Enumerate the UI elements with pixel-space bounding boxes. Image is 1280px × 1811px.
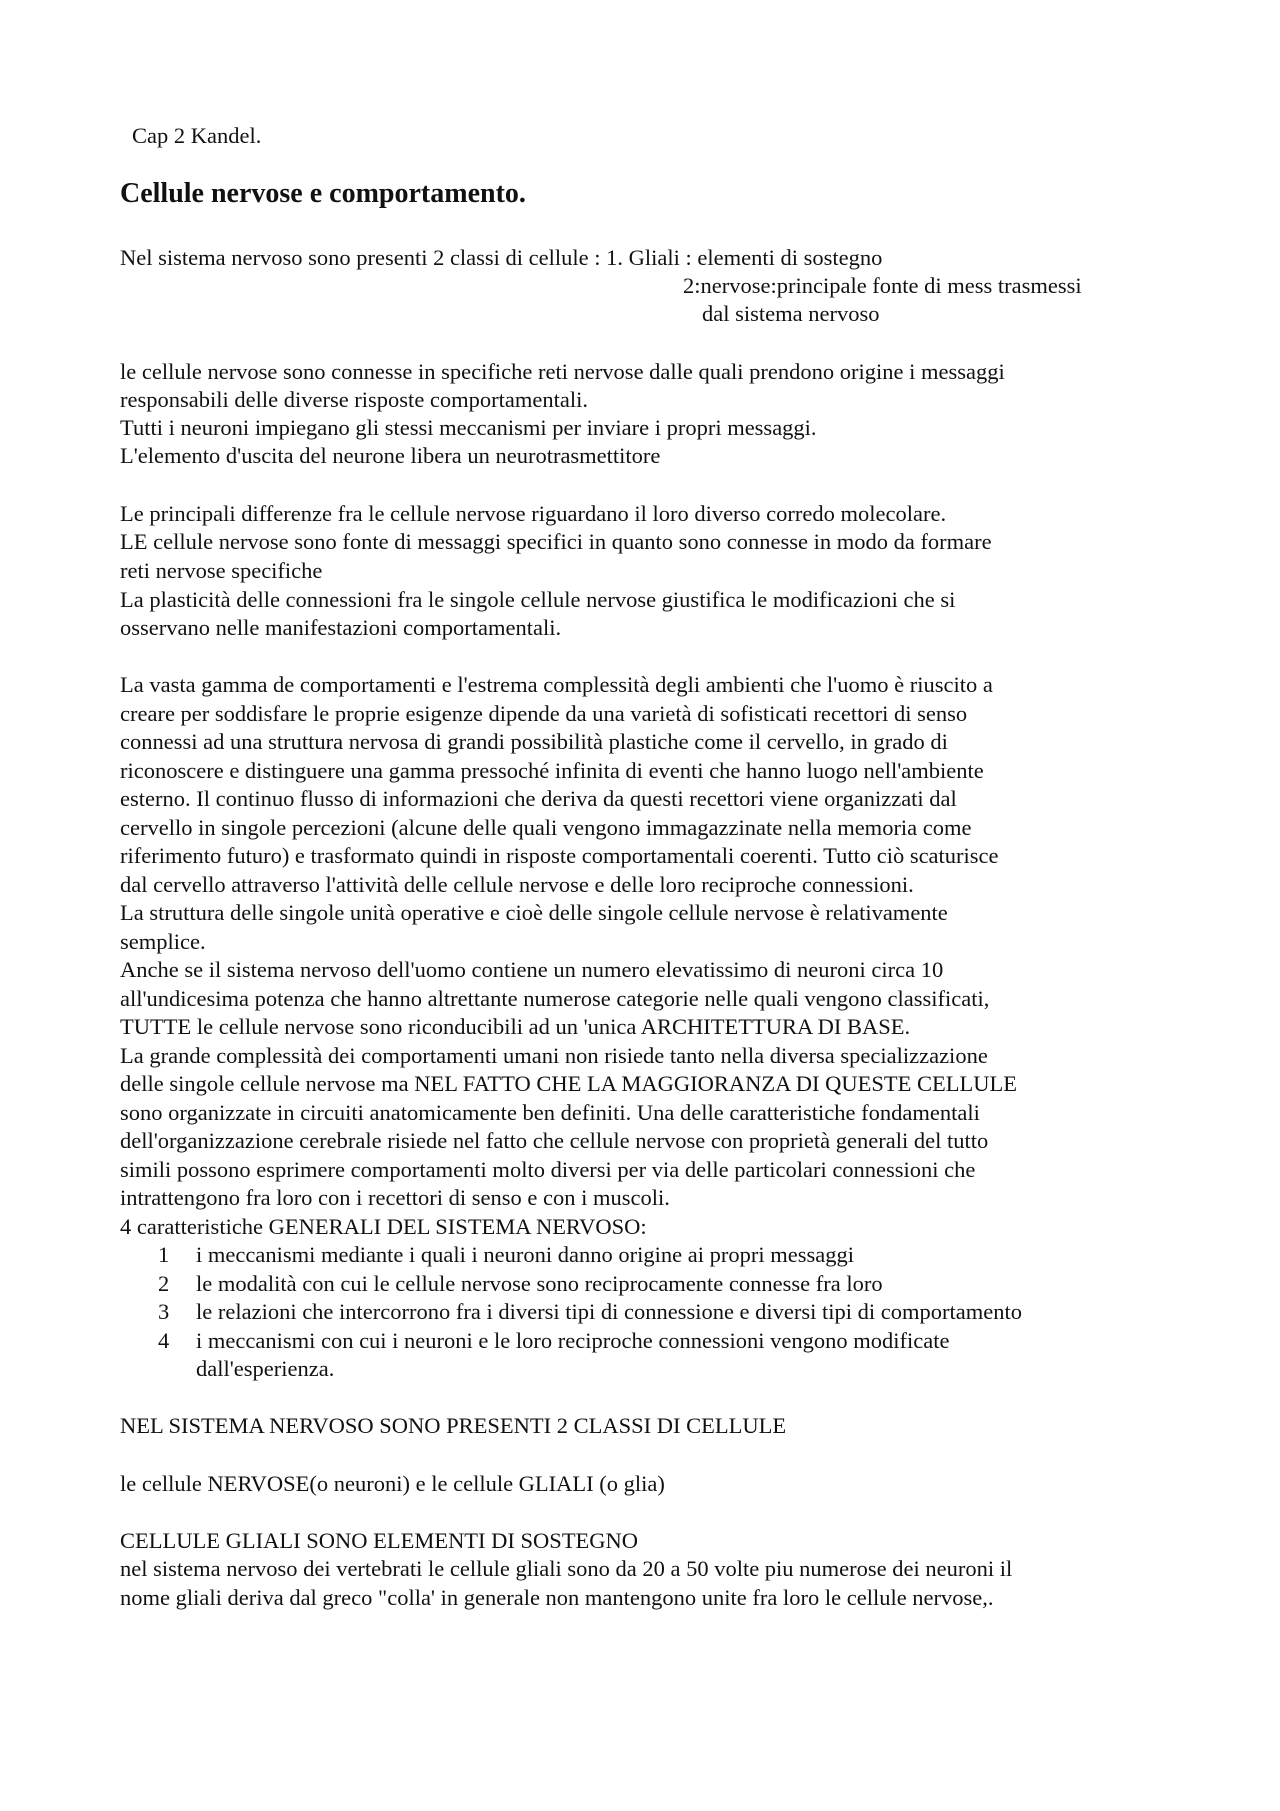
paragraph-line: osservano nelle manifestazioni comportamentali.: [120, 615, 562, 640]
list-item-text: i meccanismi mediante i quali i neuroni danno origine ai propri messaggi: [196, 1242, 854, 1267]
paragraph-line: dell'organizzazione cerebrale risiede nel fatto che cellule nervose con proprietà generali del tutto: [120, 1128, 989, 1153]
paragraph-line: delle singole cellule nervose ma NEL FATTO CHE LA MAGGIORANZA DI QUESTE CELLULE: [120, 1071, 1017, 1096]
list-item-continuation: dall'esperienza.: [196, 1356, 335, 1381]
paragraph-line: all'undicesima potenza che hanno altrettante numerose categorie nelle quali vengono classificati,: [120, 986, 990, 1011]
paragraph-line: LE cellule nervose sono fonte di messaggi specifici in quanto sono connesse in modo da formare: [120, 529, 992, 554]
paragraph-line: 4 caratteristiche GENERALI DEL SISTEMA NERVOSO:: [120, 1214, 647, 1239]
paragraph-line: nel sistema nervoso dei vertebrati le cellule gliali sono da 20 a 50 volte piu numerose dei neuroni il: [120, 1556, 1013, 1581]
list-number: 3: [158, 1299, 170, 1324]
list-number: 4: [158, 1328, 170, 1353]
paragraph-line: responsabili delle diverse risposte comportamentali.: [120, 387, 588, 412]
paragraph-line: L'elemento d'uscita del neurone libera un neurotrasmettitore: [120, 443, 661, 468]
intro-line: 2:nervose:principale fonte di mess trasmessi: [683, 273, 1082, 298]
paragraph-line: La grande complessità dei comportamenti umani non risiede tanto nella diversa specializzazione: [120, 1043, 988, 1068]
header-text: Cap 2 Kandel.: [132, 123, 262, 148]
paragraph-line: esterno. Il continuo flusso di informazioni che deriva da questi recettori viene organizzati dal: [120, 786, 957, 811]
list-item-text: le modalità con cui le cellule nervose sono reciprocamente connesse fra loro: [196, 1271, 883, 1296]
paragraph-line: connessi ad una struttura nervosa di grandi possibilità plastiche come il cervello, in grado di: [120, 729, 948, 754]
paragraph-line: riferimento futuro) e trasformato quindi in risposte comportamentali coerenti. Tutto ciò scaturisce: [120, 843, 999, 868]
paragraph-line: riconoscere e distinguere una gamma pressoché infinita di eventi che hanno luogo nell'ambiente: [120, 758, 984, 783]
paragraph-line: le cellule NERVOSE(o neuroni) e le cellule GLIALI (o glia): [120, 1471, 665, 1496]
paragraph-line: nome gliali deriva dal greco "colla' in generale non mantengono unite fra loro le cellule nervose,.: [120, 1585, 994, 1610]
paragraph-line: cervello in singole percezioni (alcune delle quali vengono immagazzinate nella memoria come: [120, 815, 972, 840]
paragraph-line: La plasticità delle connessioni fra le singole cellule nervose giustifica le modificazioni che si: [120, 587, 956, 612]
paragraph-line: La vasta gamma de comportamenti e l'estrema complessità degli ambienti che l'uomo è riuscito a: [120, 672, 993, 697]
paragraph-line: semplice.: [120, 929, 206, 954]
paragraph-line: La struttura delle singole unità operative e cioè delle singole cellule nervose è relativamente: [120, 900, 948, 925]
list-number: 1: [158, 1242, 170, 1267]
section-heading: NEL SISTEMA NERVOSO SONO PRESENTI 2 CLASSI DI CELLULE: [120, 1413, 787, 1438]
section-heading: CELLULE GLIALI SONO ELEMENTI DI SOSTEGNO: [120, 1528, 639, 1553]
paragraph-line: Tutti i neuroni impiegano gli stessi meccanismi per inviare i propri messaggi.: [120, 415, 817, 440]
list-number: 2: [158, 1271, 170, 1296]
paragraph-line: TUTTE le cellule nervose sono riconducibili ad un 'unica ARCHITETTURA DI BASE.: [120, 1014, 911, 1039]
paragraph-line: intrattengono fra loro con i recettori di senso e con i muscoli.: [120, 1185, 670, 1210]
paragraph-line: simili possono esprimere comportamenti molto diversi per via delle particolari connessioni che: [120, 1157, 976, 1182]
paragraph-line: creare per soddisfare le proprie esigenze dipende da una varietà di sofisticati recettori di senso: [120, 701, 968, 726]
intro-line: Nel sistema nervoso sono presenti 2 classi di cellule : 1. Gliali : elementi di sostegno: [120, 245, 883, 270]
paragraph-line: Le principali differenze fra le cellule nervose riguardano il loro diverso corredo molecolare.: [120, 501, 947, 526]
document-title: Cellule nervose e comportamento.: [120, 178, 526, 209]
list-item-text: le relazioni che intercorrono fra i diversi tipi di connessione e diversi tipi di comportamento: [196, 1299, 1022, 1324]
intro-line: dal sistema nervoso: [702, 301, 880, 326]
paragraph-line: sono organizzate in circuiti anatomicamente ben definiti. Una delle caratteristiche fondamentali: [120, 1100, 980, 1125]
paragraph-line: reti nervose specifiche: [120, 558, 323, 583]
paragraph-line: dal cervello attraverso l'attività delle cellule nervose e delle loro reciproche connessioni.: [120, 872, 914, 897]
paragraph-line: Anche se il sistema nervoso dell'uomo contiene un numero elevatissimo di neuroni circa 10: [120, 957, 944, 982]
paragraph-line: le cellule nervose sono connesse in specifiche reti nervose dalle quali prendono origine i messaggi: [120, 359, 1005, 384]
list-item-text: i meccanismi con cui i neuroni e le loro reciproche connessioni vengono modificate: [196, 1328, 950, 1353]
